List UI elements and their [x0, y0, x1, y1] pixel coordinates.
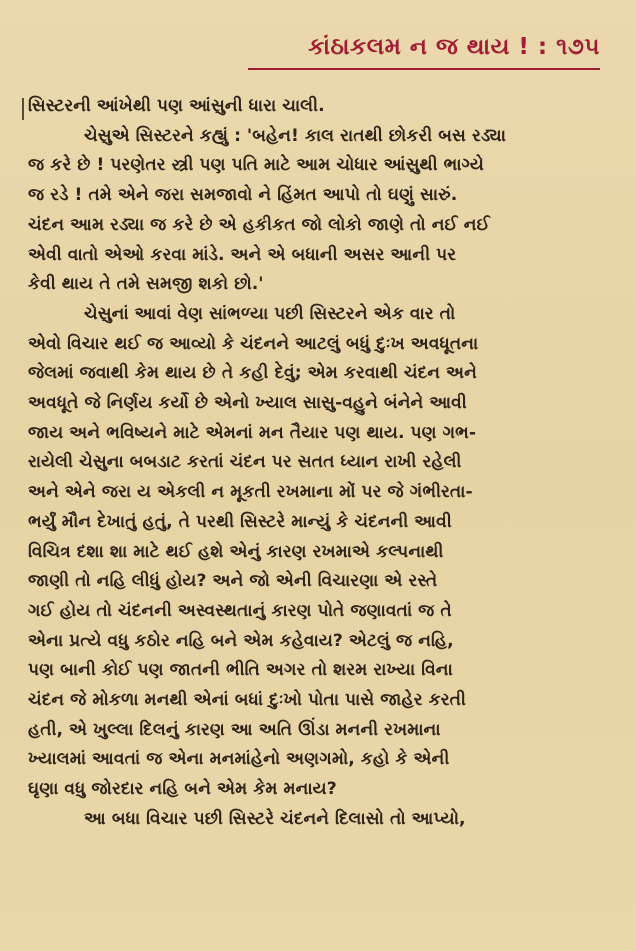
margin-mark: [22, 98, 24, 120]
text-line: સિસ્ટરની આંખેથી પણ આંસુની ધારા ચાલી.: [28, 96, 325, 116]
text-line: જાય અને ભવિષ્યને માટે એમનાં મન તૈયાર પણ થાય. પણ ગભ-: [28, 422, 477, 443]
text-line: ગઈ હોય તો ચંદનની અસ્વસ્થતાનું કારણ પોતે જણાવતાં જ તે: [28, 600, 452, 621]
text-line: ઘૃણા વધુ જોરદાર નહિ બને એમ કેમ મનાય?: [28, 779, 337, 800]
text-line: આ બધા વિચાર પછી સિસ્ટરે ચંદનને દિલાસો તો આપ્યો,: [84, 808, 466, 829]
running-header: [0, 34, 636, 64]
text-line: ખ્યાલમાં આવતાં જ એના મનમાંહેનો અણગમો, કહો કે એની: [28, 749, 450, 770]
text-line: રાયેલી ચેસુના બબડાટ કરતાં ચંદન પર સતત ધ્યાન રાખી રહેલી: [28, 452, 462, 473]
text-line: કેવી થાય તે તમે સમજી શકો છો.': [28, 274, 264, 295]
text-line: પણ બાની કોઈ પણ જાતની ભીતિ અગર તો શરમ રાખ્યા વિના: [28, 660, 453, 681]
body-text: [28, 92, 610, 835]
text-line: જેલમાં જવાથી કેમ થાય છે તે કહી દેવું; એમ કરવાથી ચંદન અને: [28, 363, 477, 384]
text-line: વિચિત્ર દશા શા માટે થઈ હશે એનું કારણ રખમાએ કલ્પનાથી: [28, 541, 444, 562]
header-title-and-page-number: કાંઠાકલમ ન જ થાય ! : ૧૭૫: [308, 34, 600, 60]
text-line: હતી, એ ખુલ્લા દિલનું કારણ આ અતિ ઊંડા મનની રખમાના: [28, 719, 441, 740]
text-line: જ રડે ! તમે એને જરા સમજાવો ને હિંમત આપો તો ઘણું સારું.: [28, 185, 458, 206]
header-rule: [248, 68, 600, 70]
text-line: ચંદન આમ રડ્યા જ કરે છે એ હકીકત જો લોકો જાણે તો નઈ નઈ: [28, 214, 490, 235]
text-line: જાણી તો નહિ લીધું હોય? અને જો એની વિચારણા એ રસ્તે: [28, 571, 438, 592]
text-line: અને એને જરા ય એકલી ન મૂકતી રખમાના મોં પર જે ગંભીરતા-: [28, 482, 473, 503]
text-line: ચેસુએ સિસ્ટરને કહ્યું : 'બહેન! કાલ રાતથી છોકરી બસ રડ્યા: [84, 125, 506, 146]
text-line: એવી વાતો એઓ કરવા માંડે. અને એ બધાની અસર આની પર: [28, 244, 457, 265]
text-line: અવધૂતે જે નિર્ણય કર્યો છે એનો ખ્યાલ સાસુ-વહુને બંનેને આવી: [28, 393, 467, 414]
text-line: ભર્યું મૌન દેખાતું હતું, તે પરથી સિસ્ટરે માન્યું કે ચંદનની આવી: [28, 511, 452, 532]
text-line: ચેસુનાં આવાં વેણ સાંભળ્યા પછી સિસ્ટરને એક વાર તો: [84, 303, 456, 324]
text-line: જ કરે છે ! પરણેતર સ્ત્રી પણ પતિ માટે આમ ચોધાર આંસુથી ભાગ્યે: [28, 155, 484, 176]
text-line: એવો વિચાર થઈ જ આવ્યો કે ચંદનને આટલું બધું દુઃખ અવધૂતના: [28, 333, 479, 354]
text-line: એના પ્રત્યે વધુ કઠોર નહિ બને એમ કહેવાય? એટલું જ નહિ,: [28, 630, 454, 651]
text-line: ચંદન જે મોકળા મનથી એનાં બધાં દુઃખો પોતા પાસે જાહેર કરતી: [28, 690, 466, 711]
